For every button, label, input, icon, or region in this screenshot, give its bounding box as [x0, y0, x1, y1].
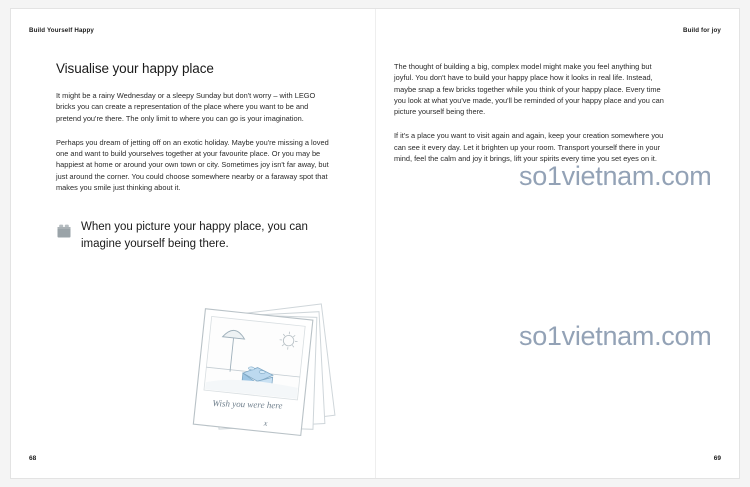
- page-number-right: 69: [713, 455, 721, 462]
- body-paragraph: If it's a place you want to visit again and again, keep your creation somewhere you can see it every day. Let it brighten up your room. Transport yourself there in your mind, feel the calm and joy it brings, lift your spirits every time you set eyes on it.: [394, 131, 664, 164]
- running-head-right: Build for joy: [682, 27, 721, 34]
- left-page-column: [56, 61, 333, 253]
- polaroid-photo-stack-illustration: [161, 290, 391, 450]
- body-paragraph: The thought of building a big, complex model might make you feel anything but joyful. You don't have to build your happy place how it looks in real life. Instead, maybe snap a few bricks together while you think of your happy place. Every time you look at what you've made, you'll be reminded of your happy place and you can picture yourself being there.: [394, 62, 664, 117]
- page-title: Visualise your happy place: [56, 61, 214, 76]
- book-spread: [10, 8, 740, 479]
- body-paragraph: It might be a rainy Wednesday or a sleepy Sunday but don't worry – with LEGO bricks you can create a representation of the place where you want to be and pretend you're there. The only limit to where you can go is your imagination.: [56, 91, 316, 123]
- watermark-bottom: so1vietnam.com: [519, 321, 712, 351]
- svg-text:Wish you were here: Wish you were here: [212, 398, 283, 411]
- watermark-top: so1vietnam.com: [519, 161, 712, 191]
- svg-text:x: x: [263, 418, 268, 428]
- running-head-left: Build Yourself Happy: [29, 27, 94, 34]
- right-page-column: [394, 61, 671, 177]
- body-paragraph: Perhaps you dream of jetting off on an exotic holiday. Maybe you're missing a loved one and want to build yourselves together at your favourite place. Or you may be happiest at home or around your own town or city. Sometimes joy isn't far away, but just around the corner. You could choose somewhere nearby or a faraway spot that makes you smile just thinking about it.: [56, 137, 329, 193]
- pullquote: [56, 219, 333, 253]
- pullquote-text: When you picture your happy place, you can imagine yourself being there.: [81, 221, 308, 251]
- lego-brick-icon: [56, 222, 72, 244]
- page-number-left: 68: [29, 455, 37, 462]
